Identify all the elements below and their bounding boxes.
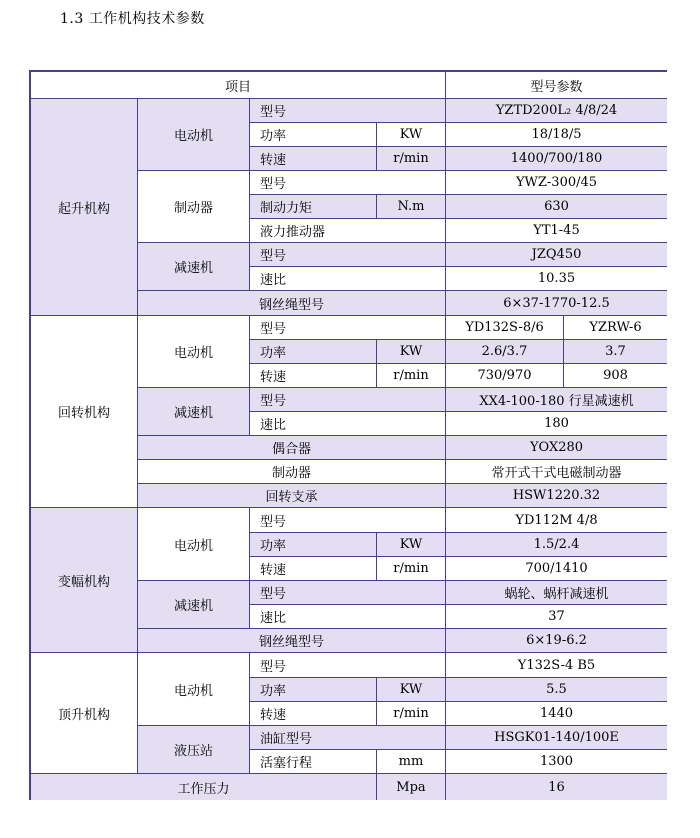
- hoist-reducer-ratio: 10.35: [446, 267, 667, 291]
- slewing-motor-speed-unit: r/min: [377, 364, 446, 388]
- jacking-motor: 电动机: [138, 653, 250, 726]
- hoist-rope: 6×37-1770-12.5: [446, 291, 667, 316]
- hoist-brake-pusher: YT1-45: [446, 219, 667, 243]
- hoist-brake-pusher-label: 液力推动器: [250, 219, 446, 243]
- jacking-cylinder-label: 油缸型号: [250, 726, 446, 750]
- luffing-reducer-model-label: 型号: [250, 581, 446, 605]
- hoist-brake: 制动器: [138, 171, 250, 243]
- luffing-rope-label: 钢丝绳型号: [138, 629, 446, 653]
- jacking-hydraulic-station: 液压站: [138, 726, 250, 774]
- hoist-motor-speed-unit: r/min: [377, 147, 446, 171]
- luffing-reducer-ratio-label: 速比: [250, 605, 446, 629]
- hoist-brake-model-label: 型号: [250, 171, 446, 195]
- jacking-cylinder: HSGK01-140/100E: [446, 726, 667, 750]
- luffing-motor-power: 1.5/2.4: [446, 533, 667, 557]
- jacking-motor-speed-label: 转速: [250, 702, 377, 726]
- hoist-motor-power-unit: KW: [377, 123, 446, 147]
- luffing-motor-power-label: 功率: [250, 533, 377, 557]
- slewing-reducer-ratio-label: 速比: [250, 412, 446, 436]
- slewing-mechanism: 回转机构: [31, 316, 138, 508]
- jacking-stroke-unit: mm: [377, 750, 446, 774]
- slewing-motor-model-b: YZRW-6: [564, 316, 667, 340]
- jacking-motor-speed: 1440: [446, 702, 667, 726]
- hoist-brake-torque-label: 制动力矩: [250, 195, 377, 219]
- jacking-mechanism: 顶升机构: [31, 653, 138, 774]
- hoist-brake-model: YWZ-300/45: [446, 171, 667, 195]
- section-heading: 1.3 工作机构技术参数: [60, 11, 205, 27]
- slewing-motor: 电动机: [138, 316, 250, 388]
- working-pressure-unit: Mpa: [377, 774, 446, 800]
- jacking-stroke-label: 活塞行程: [250, 750, 377, 774]
- slewing-motor-power-label: 功率: [250, 340, 377, 364]
- luffing-mechanism: 变幅机构: [31, 508, 138, 653]
- luffing-motor-model-label: 型号: [250, 508, 446, 533]
- hoist-motor-power-label: 功率: [250, 123, 377, 147]
- slewing-motor-speed-label: 转速: [250, 364, 377, 388]
- hoist-motor-power: 18/18/5: [446, 123, 667, 147]
- luffing-motor-speed: 700/1410: [446, 557, 667, 581]
- slewing-reducer: 减速机: [138, 388, 250, 436]
- luffing-rope: 6×19-6.2: [446, 629, 667, 653]
- luffing-reducer-model: 蜗轮、蜗杆减速机: [446, 581, 667, 605]
- slewing-reducer-model-label: 型号: [250, 388, 446, 412]
- hoist-motor-speed-label: 转速: [250, 147, 377, 171]
- slewing-reducer-ratio: 180: [446, 412, 667, 436]
- luffing-motor: 电动机: [138, 508, 250, 581]
- jacking-motor-speed-unit: r/min: [377, 702, 446, 726]
- luffing-motor-power-unit: KW: [377, 533, 446, 557]
- luffing-motor-model: YD112M 4/8: [446, 508, 667, 533]
- hoist-reducer-model-label: 型号: [250, 243, 446, 267]
- luffing-reducer-ratio: 37: [446, 605, 667, 629]
- jacking-motor-power-unit: KW: [377, 678, 446, 702]
- slewing-motor-power-a: 2.6/3.7: [446, 340, 564, 364]
- slewing-motor-power-b: 3.7: [564, 340, 667, 364]
- slewing-brake-label: 制动器: [138, 460, 446, 484]
- slewing-motor-speed-a: 730/970: [446, 364, 564, 388]
- slewing-motor-power-unit: KW: [377, 340, 446, 364]
- slewing-coupling-label: 偶合器: [138, 436, 446, 460]
- header-item: 项目: [31, 72, 446, 99]
- working-pressure: 16: [446, 774, 667, 800]
- slewing-bearing: HSW1220.32: [446, 484, 667, 508]
- parameter-table: [29, 70, 667, 800]
- hoist-reducer-ratio-label: 速比: [250, 267, 446, 291]
- luffing-motor-speed-label: 转速: [250, 557, 377, 581]
- slewing-brake: 常开式干式电磁制动器: [446, 460, 667, 484]
- slewing-motor-speed-b: 908: [564, 364, 667, 388]
- hoist-mechanism: 起升机构: [31, 99, 138, 316]
- slewing-coupling: YOX280: [446, 436, 667, 460]
- luffing-motor-speed-unit: r/min: [377, 557, 446, 581]
- jacking-stroke: 1300: [446, 750, 667, 774]
- jacking-motor-power: 5.5: [446, 678, 667, 702]
- working-pressure-label: 工作压力: [31, 774, 377, 800]
- hoist-reducer: 减速机: [138, 243, 250, 291]
- hoist-motor-model: YZTD200L₂ 4/8/24: [446, 99, 667, 123]
- jacking-motor-power-label: 功率: [250, 678, 377, 702]
- slewing-motor-model-a: YD132S-8/6: [446, 316, 564, 340]
- jacking-motor-model: Y132S-4 B5: [446, 653, 667, 678]
- slewing-motor-model-label: 型号: [250, 316, 446, 340]
- hoist-motor-model-label: 型号: [250, 99, 446, 123]
- hoist-motor-speed: 1400/700/180: [446, 147, 667, 171]
- slewing-bearing-label: 回转支承: [138, 484, 446, 508]
- luffing-reducer: 减速机: [138, 581, 250, 629]
- header-param: 型号参数: [446, 72, 667, 99]
- slewing-reducer-model: XX4-100-180 行星减速机: [446, 388, 667, 412]
- hoist-rope-label: 钢丝绳型号: [138, 291, 446, 316]
- hoist-motor: 电动机: [138, 99, 250, 171]
- jacking-motor-model-label: 型号: [250, 653, 446, 678]
- hoist-reducer-model: JZQ450: [446, 243, 667, 267]
- hoist-brake-torque: 630: [446, 195, 667, 219]
- hoist-brake-torque-unit: N.m: [377, 195, 446, 219]
